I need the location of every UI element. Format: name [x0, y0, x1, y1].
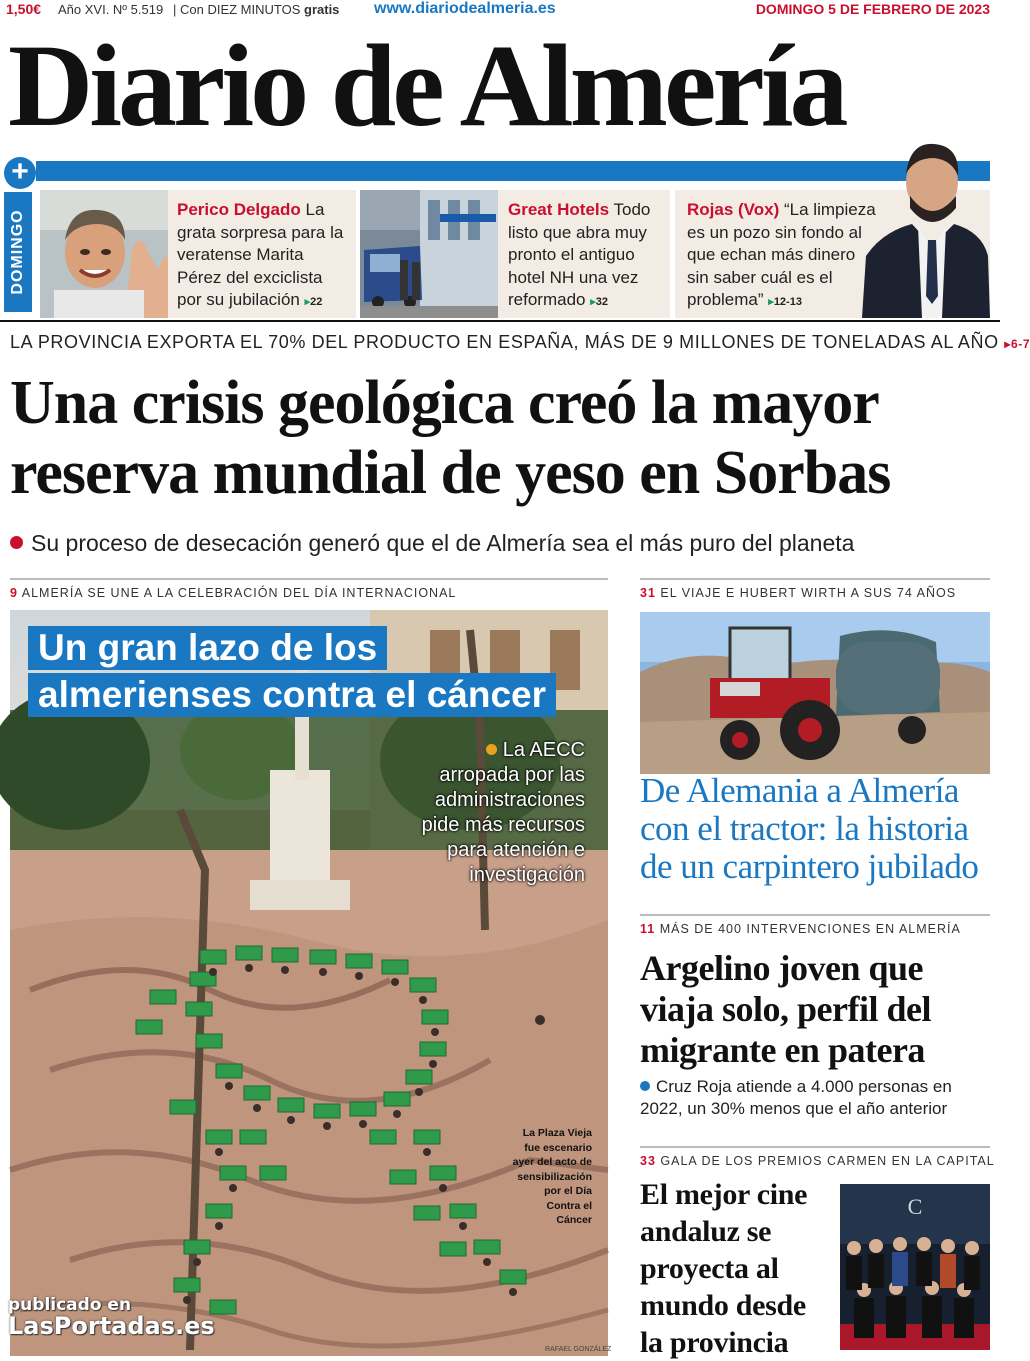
- cine-section-label: [640, 1154, 995, 1168]
- hotel-facade-image: [360, 190, 498, 318]
- lead-subhead-text: Su proceso de desecación generó que el de Almería sea el más puro del planeta: [31, 530, 855, 556]
- plaza-ribbon-image: [10, 610, 608, 1356]
- cine-headline[interactable]: El mejor cine andaluz se proyecta al mundo desde la provincia: [640, 1178, 808, 1359]
- cancer-aecc-note: [400, 738, 585, 888]
- lead-rule: [0, 320, 1000, 322]
- teaser-photo-perico[interactable]: [40, 190, 168, 318]
- cancer-ribbon-photo[interactable]: [10, 610, 608, 1356]
- cine-logo-letter: C: [907, 1194, 923, 1219]
- bullet-icon: [640, 1081, 650, 1091]
- bullet-icon: [486, 744, 497, 755]
- teaser-rojas-name: Rojas (Vox): [687, 200, 780, 219]
- lead-kicker-page-number: 6-7: [1010, 337, 1030, 351]
- sunday-tab-label: DOMINGO: [9, 209, 26, 295]
- edition-date: [756, 1, 990, 17]
- masthead-band: [36, 161, 990, 181]
- migrante-subhead-text: Cruz Roja atiende a 4.000 personas en 2022, un 30% menos que el año anterior: [640, 1077, 952, 1118]
- tractor-page: 31: [640, 586, 656, 600]
- migrante-rule: [640, 914, 990, 916]
- cancer-title-line1: Un gran lazo de los: [28, 626, 387, 670]
- tractor-section-label: [640, 586, 956, 600]
- teaser-perico[interactable]: [168, 190, 356, 318]
- migrante-headline[interactable]: Argelino joven que viaja solo, perfil del migrante en patera: [640, 948, 931, 1070]
- cancer-title-line2: almerienses contra el cáncer: [28, 673, 556, 717]
- teaser-photo-rojas[interactable]: [862, 136, 990, 318]
- aecc-line: para atención e: [447, 839, 585, 861]
- watermark-line2: LasPortadas.es: [8, 1312, 215, 1340]
- issue-number: Año XVI. Nº 5.519: [58, 2, 164, 17]
- cine-rule: [640, 1146, 990, 1148]
- tractor-headline[interactable]: De Alemania a Almería con el tractor: la historia de un carpintero jubilado: [640, 771, 979, 886]
- plus-icon: +: [4, 157, 36, 189]
- caption-line: Contra el: [546, 1199, 592, 1212]
- portrait-waving-image: [40, 190, 168, 318]
- lead-headline-line2: reserva mundial de yeso en Sorbas: [10, 439, 891, 507]
- price: 1,50€: [6, 1, 42, 17]
- migrante-section-label: [640, 922, 961, 936]
- migrante-page: 11: [640, 922, 656, 936]
- cine-page: 33: [640, 1154, 656, 1168]
- teaser-photo-hotel[interactable]: [360, 190, 498, 318]
- aecc-line: pide más recursos: [421, 814, 585, 836]
- watermark-line1: publicado en: [8, 1295, 132, 1315]
- supplement-note: [173, 2, 339, 17]
- photo-credit: RAFAEL GONZÁLEZ: [545, 1346, 612, 1353]
- aecc-line: arropada por las: [439, 764, 585, 786]
- aecc-line-text: La AECC: [502, 739, 585, 761]
- masthead-logo[interactable]: Diario de Almería: [8, 20, 845, 151]
- cine-section-text: GALA DE LOS PREMIOS CARMEN EN LA CAPITAL: [660, 1154, 995, 1168]
- cancer-title[interactable]: [28, 626, 598, 720]
- caption-line: ayer del acto de: [512, 1156, 592, 1168]
- caption-line: La Plaza Vieja: [522, 1127, 592, 1139]
- teaser-hotel-name: Great Hotels: [508, 200, 610, 219]
- migrante-subhead: [640, 1076, 995, 1120]
- teaser-perico-page: ▸ 22: [305, 296, 323, 308]
- portrait-suit-image: [862, 136, 990, 318]
- teaser-rojas-page: ▸ 12-13: [768, 296, 802, 308]
- watermark: [8, 1296, 215, 1338]
- migrante-section-text: MÁS DE 400 INTERVENCIONES EN ALMERÍA: [659, 922, 961, 936]
- supplement-prefix: | Con DIEZ MINUTOS: [173, 2, 301, 17]
- tractor-rule: [640, 578, 990, 580]
- caption-line: fue escenario: [524, 1141, 592, 1154]
- supplement-free: gratis: [304, 2, 340, 17]
- tractor-photo[interactable]: [640, 612, 990, 774]
- cancer-section-text: ALMERÍA SE UNE A LA CELEBRACIÓN DEL DÍA INTERNACIONAL: [21, 586, 457, 600]
- caption-line: Cáncer: [556, 1214, 592, 1226]
- bullet-icon: [10, 536, 23, 549]
- teaser-perico-text: [168, 190, 356, 314]
- teaser-hotel-page: ▸ 32: [590, 296, 608, 308]
- lead-kicker-text: LA PROVINCIA EXPORTA EL 70% DEL PRODUCTO EN ESPAÑA, MÁS DE 9 MILLONES DE TONELADAS AL AÑO: [10, 332, 999, 352]
- cancer-page: 9: [10, 586, 18, 600]
- lead-headline[interactable]: [10, 368, 1000, 508]
- teaser-perico-name: Perico Delgado: [177, 200, 301, 219]
- aecc-line: investigación: [469, 864, 585, 886]
- teaser-rojas-body: “La limpieza es un pozo sin fondo al que echan más dinero sin saber cuál es el problema”: [687, 200, 876, 309]
- caption-line: por el Día: [544, 1185, 592, 1197]
- photo-caption: [500, 1126, 592, 1228]
- teaser-rojas-text: [675, 190, 879, 314]
- teaser-perico-body: La grata sorpresa para la veratense Marita Pérez del exciclista por su jubilación: [177, 200, 344, 309]
- edition-date-text: 5 DE FEBRERO DE 2023: [828, 1, 990, 17]
- tractor-section-text: EL VIAJE E HUBERT WIRTH A SUS 74 AÑOS: [660, 586, 957, 600]
- lead-subhead: [10, 530, 1000, 557]
- lead-kicker-page: ▸6-7: [1004, 337, 1030, 351]
- edition-day: DOMINGO: [755, 1, 825, 17]
- teaser-hotel-text: [498, 190, 670, 314]
- lead-headline-line1: Una crisis geológica creó la mayor: [10, 369, 879, 437]
- lead-kicker: [10, 332, 1030, 353]
- sunday-tab: [4, 192, 32, 312]
- teaser-hotel-body: Todo listo que abra muy pronto el antiguo hotel NH una vez reformado: [508, 200, 651, 309]
- cancer-section-label: [10, 586, 456, 600]
- teaser-hotel[interactable]: [498, 190, 670, 318]
- cine-photo[interactable]: [840, 1184, 990, 1350]
- awards-group-image: [840, 1184, 990, 1350]
- website-link[interactable]: www.diariodealmeria.es: [374, 0, 556, 17]
- caption-line: sensibilización: [517, 1170, 592, 1183]
- aecc-line: administraciones: [434, 789, 585, 811]
- top-info-bar: [0, 0, 1000, 20]
- tractor-image: [640, 612, 990, 774]
- cancer-rule: [10, 578, 608, 580]
- aecc-line: [400, 738, 585, 763]
